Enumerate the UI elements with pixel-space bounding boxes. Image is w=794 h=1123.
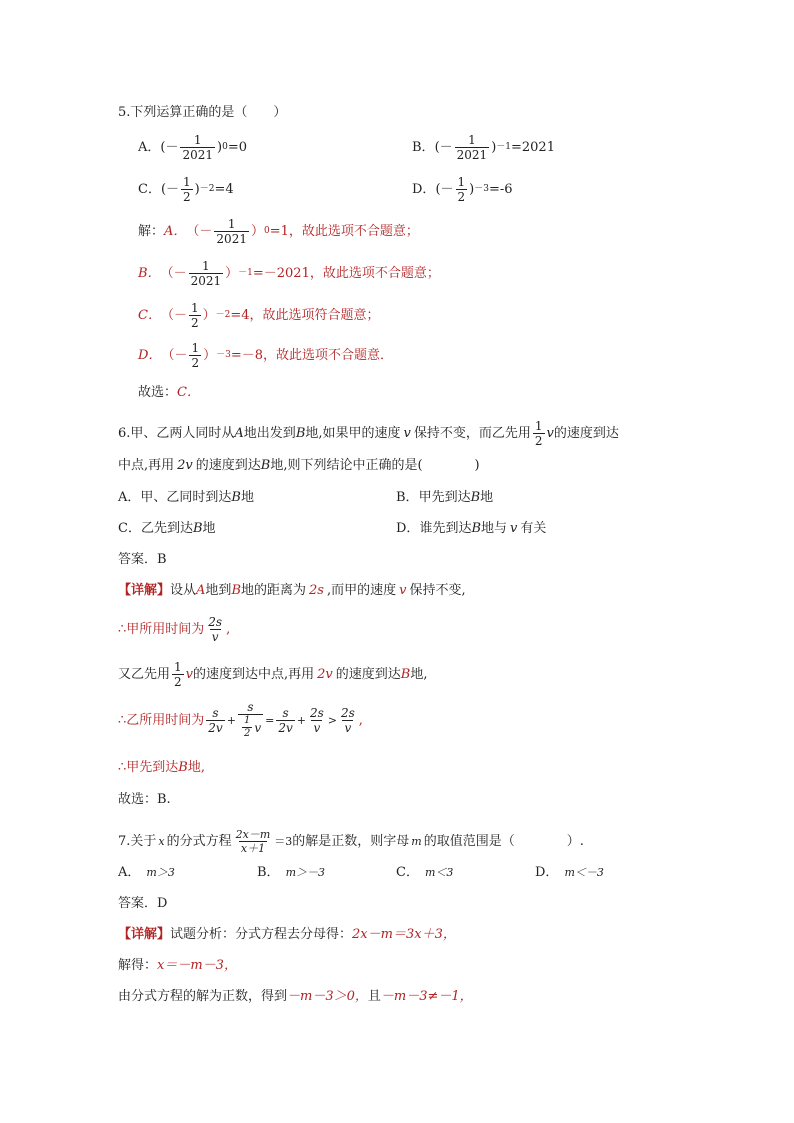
q7-option-a-value: m＞3: [146, 866, 175, 879]
q7-stem-b: 的分式方程: [166, 834, 232, 849]
q5-solution-d-den: 2: [191, 356, 200, 370]
q6-stem-line1: [118, 420, 619, 447]
q5-solution-b-num: 1: [202, 259, 210, 273]
q5-solution-a-close: ）: [250, 224, 264, 239]
q6-yi-time-expression: [204, 701, 358, 739]
q6-stem-half-fraction: [533, 420, 545, 447]
q5-solution-c-num: 1: [190, 301, 199, 315]
q6-yi-nested-num: 1: [243, 715, 251, 726]
q5-option-c-den: 2: [183, 190, 191, 204]
q7-option-d-value: m＜－3: [564, 866, 604, 879]
q5-solution-b-exp: －1: [238, 268, 253, 278]
q6-stem-line2-b: 的速度到达: [195, 458, 261, 473]
q6-stem-half-num: 1: [534, 419, 543, 433]
q5-option-c-open: (－: [160, 182, 180, 197]
q7-last-b: －m－3＞0，: [287, 989, 368, 1004]
q5-solution-a-exp: 0: [263, 226, 270, 236]
q5-option-b-label: B．: [412, 140, 435, 155]
q7-stem-a: 7.关于: [118, 834, 157, 849]
q6-answer: 答案．B: [118, 552, 167, 567]
q6-detail1-d: ,而甲的速度: [326, 583, 397, 598]
q6-stem-half-den: 2: [534, 434, 543, 448]
q6-option-b-label: B．: [396, 490, 419, 505]
q6-yi-frac-5-num: 2s: [340, 705, 355, 720]
q7-stem: [118, 829, 584, 854]
q6-stem-text-a: 6.甲、乙两人同时从: [118, 426, 235, 441]
q7-stem-fraction-den: x＋1: [240, 842, 266, 855]
q5-solution-c: [138, 302, 380, 329]
q5-solution-a-rest: =1，故此选项不合题意；: [269, 224, 419, 239]
q7-option-c-value: m＜3: [424, 866, 454, 879]
q6-choose: 故选：B.: [118, 792, 171, 807]
q6-jia-time-den: v: [211, 630, 219, 644]
q6-stem-point-b2: B: [260, 458, 271, 473]
q6-you-a: 又乙先用: [118, 667, 171, 682]
q5-option-b-den: 2021: [456, 148, 488, 162]
q5-option-c-fraction: [181, 176, 193, 203]
q5-choose: [138, 386, 200, 399]
q5-option-c-exp: －2: [199, 184, 215, 194]
q6-yi-frac-1: [206, 707, 224, 734]
q6-option-a-text: 甲、乙同时到达: [140, 490, 232, 505]
q7-stem-d: 的解是正数，则字母: [292, 834, 410, 849]
q6-yi-frac-2-den: [238, 714, 263, 739]
q6-yi-nested-den: 2: [243, 728, 251, 739]
q6-option-d-v: v: [510, 521, 518, 536]
q5-option-a-open: (－: [160, 140, 179, 155]
q7-stem-fraction: [234, 829, 273, 854]
q6-option-a-end: 地: [240, 490, 254, 505]
q7-option-a: [118, 866, 175, 879]
q5-solution-d-close: ）: [203, 348, 217, 363]
q7-option-a-label: A．: [118, 865, 141, 880]
q7-option-d-label: D．: [535, 865, 559, 880]
q6-option-d-end: 有关: [520, 521, 547, 536]
q7-stem-c: ＝3: [274, 835, 293, 848]
q6-stem-text-b: 地出发到: [243, 426, 296, 441]
q5-option-d-den: 2: [457, 190, 466, 204]
q5-solution-c-den: 2: [190, 316, 199, 330]
q6-detail1-b: 地到: [205, 583, 232, 598]
q6-stem-text-e: 的速度到达: [553, 426, 619, 441]
q5-option-c: [138, 176, 234, 203]
q6-option-a: [118, 491, 254, 504]
q5-option-b-exp: －1: [496, 142, 511, 152]
q6-option-c-text: 乙先到达: [140, 521, 193, 536]
q6-stem-v: v: [403, 426, 411, 441]
q6-detail1-e: 保持不变,: [409, 583, 466, 598]
q5-option-a-fraction: [180, 134, 215, 161]
q5-solution-c-close: ）: [202, 308, 216, 323]
q6-stem-v2: v: [546, 426, 554, 441]
q5-option-d-num: 1: [457, 175, 466, 189]
q5-option-c-close: ): [194, 182, 200, 197]
q7-stem-x: x: [158, 835, 165, 848]
q5-option-a-label: A．: [138, 140, 161, 155]
q7-last: [118, 990, 473, 1003]
q5-solution-d-fraction: [189, 342, 201, 369]
q5-solution-a-tag: A．: [164, 224, 187, 239]
q5-option-c-num: 1: [183, 175, 191, 189]
q6-stem-line2-c: 地,则下列结论中正确的是( ): [270, 458, 480, 473]
q6-stem-text-c: 地,如果甲的速度: [305, 426, 401, 441]
q5-option-a-rhs: =0: [227, 140, 247, 155]
q6-you-c: 的速度到达: [335, 667, 401, 682]
q6-option-a-label: A．: [118, 490, 141, 505]
q7-option-c-label: C．: [396, 865, 419, 880]
q6-jia-time-num: 2s: [208, 615, 223, 629]
q6-you-b: 的速度到达中点,再用: [193, 667, 315, 682]
q6-option-c-end: 地: [202, 521, 216, 536]
q5-option-d-close: ): [469, 182, 475, 197]
q5-option-d: [412, 176, 513, 203]
q6-yi-frac-4-den: v: [313, 720, 321, 735]
q7-last-c: 且: [367, 989, 381, 1004]
q6-detail-you: [118, 661, 428, 688]
q6-yi-plus-1: +: [226, 713, 236, 727]
q6-option-d-mid: 地与: [481, 521, 508, 536]
q6-you-point-b: B: [400, 667, 411, 682]
q6-yi-gt: >: [327, 713, 337, 727]
q6-yi-frac-4-num: 2s: [309, 705, 324, 720]
q5-solution-a: [138, 218, 419, 245]
q5-option-d-open: (－: [435, 182, 454, 197]
q7-option-c: [396, 866, 453, 879]
q6-stem-point-a: A: [234, 426, 244, 441]
q7-solve-eq: x＝－m－3，: [157, 958, 237, 973]
q6-detail1-2s: 2s: [309, 583, 324, 598]
q5-solution-a-den: 2021: [216, 232, 247, 246]
q5-option-a-num: 1: [193, 133, 202, 147]
q6-yi-frac-1-num: s: [212, 705, 219, 720]
q6-option-d-point: B: [471, 521, 482, 536]
q6-detail-jia-time: [118, 616, 230, 643]
q6-option-b-text: 甲先到达: [418, 490, 471, 505]
q6-option-d-text: 谁先到达: [419, 521, 472, 536]
q5-solution-d-tag: D．: [138, 348, 162, 363]
q6-you-half-den: 2: [174, 675, 182, 689]
q7-stem-e: 的取值范围是（ ）.: [423, 834, 584, 849]
q6-you-v: v: [185, 667, 194, 682]
q5-option-a-exp: 0: [222, 142, 228, 152]
q6-stem-line2-a: 中点,再用: [118, 458, 175, 473]
q6-jia-first-a: 甲先到达: [126, 760, 179, 775]
q7-option-d: [535, 866, 604, 879]
q6-therefore-2: ∴: [118, 712, 127, 728]
q7-detail1-text: 试题分析：分式方程去分母得：: [170, 927, 353, 942]
q6-option-d: [396, 522, 546, 535]
q6-option-d-label: D．: [396, 521, 420, 536]
q5-solution-d: [138, 342, 393, 369]
q6-jia-time-comma: ,: [226, 622, 231, 637]
q6-yi-plus-2: +: [296, 713, 306, 727]
q5-solution-b: [138, 260, 440, 287]
q5-solution-d-num: 1: [191, 341, 200, 355]
q7-option-b: [257, 866, 325, 879]
q7-detail-tag: 【详解】: [118, 927, 171, 942]
q6-jia-time-fraction: [206, 616, 224, 643]
q5-option-b-close: ): [491, 140, 497, 155]
q6-stem-2v: 2v: [177, 458, 193, 473]
q7-answer: 答案．D: [118, 896, 168, 911]
q7-solve: [118, 959, 237, 972]
q5-solution-a-fraction: [214, 218, 249, 245]
q5-option-c-rhs: =4: [214, 182, 234, 197]
q6-detail1-point-b: B: [231, 583, 241, 598]
q6-yi-nested-v: v: [254, 720, 262, 735]
q6-yi-comma: ,: [358, 712, 363, 728]
q5-option-b-fraction: [455, 134, 490, 161]
q6-option-a-point: B: [231, 490, 241, 505]
q6-stem-point-b: B: [295, 426, 306, 441]
q6-jia-first-point: B: [178, 760, 188, 775]
q5-option-c-label: C．: [138, 182, 161, 197]
q6-option-c-point: B: [192, 521, 203, 536]
q5-solution-d-rest: =－8，故此选项不合题意．: [230, 348, 394, 363]
q6-yi-frac-3-num: s: [282, 705, 289, 720]
q5-solution-b-tag: B．: [138, 266, 161, 281]
q6-you-d: 地,: [410, 667, 428, 682]
q5-choose-prefix: 故选：: [138, 385, 178, 400]
q5-choose-answer: C．: [177, 385, 200, 400]
q6-you-half-fraction: [172, 661, 184, 688]
q7-solve-label: 解得：: [118, 958, 158, 973]
q5-option-a-close: ): [217, 140, 223, 155]
q7-last-a: 由分式方程的解为正数，得到: [118, 989, 288, 1004]
q6-jia-first: [118, 761, 205, 774]
q5-option-b: [412, 134, 555, 161]
q5-option-d-label: D．: [412, 182, 436, 197]
q6-detail1-a: 设从: [170, 583, 197, 598]
q5-option-a: [138, 134, 247, 161]
q7-last-d: －m－3≠－1，: [380, 989, 473, 1004]
q5-solution-c-tag: C．: [138, 308, 161, 323]
q6-option-b-end: 地: [480, 490, 494, 505]
q6-detail1-v: v: [399, 583, 407, 598]
q6-jia-first-b: 地,: [187, 760, 205, 775]
q5-option-b-open: (－: [434, 140, 453, 155]
q5-solution-b-fraction: [189, 260, 224, 287]
q6-yi-frac-2-num: s: [247, 700, 254, 714]
q6-option-b-point: B: [470, 490, 481, 505]
q5-solution-prefix: 解：: [138, 224, 165, 239]
q5-solution-b-open: （－: [160, 266, 187, 281]
q5-solution-b-den: 2021: [190, 274, 222, 288]
q5-solution-c-rest: =4，故此选项符合题意；: [230, 308, 380, 323]
q5-solution-a-open: （－: [186, 224, 213, 239]
q5-solution-c-open: （－: [160, 308, 187, 323]
q6-therefore-3: ∴: [118, 760, 127, 775]
q6-jia-time-label: 甲所用时间为: [126, 622, 205, 637]
q6-detail1-point-a: A: [196, 583, 206, 598]
q6-yi-eq: =: [265, 713, 275, 727]
q6-yi-frac-2: [238, 701, 263, 739]
q5-solution-b-close: ）: [225, 266, 239, 281]
q6-you-half-num: 1: [174, 660, 182, 674]
q6-detail-yi-time: [118, 701, 363, 739]
q5-option-b-rhs: =2021: [511, 140, 555, 155]
q6-detail-line1: [118, 584, 466, 597]
q7-option-b-label: B．: [257, 865, 280, 880]
q5-option-d-exp: －3: [474, 184, 489, 194]
q5-solution-d-exp: －3: [216, 350, 231, 360]
q5-option-b-num: 1: [468, 133, 476, 147]
q5-solution-d-open: （－: [161, 348, 188, 363]
q5-solution-b-rest: =－2021，故此选项不合题意；: [252, 266, 440, 281]
q5-solution-c-exp: －2: [215, 310, 231, 320]
q6-yi-frac-5-den: v: [344, 720, 352, 735]
q6-stem-line2: [118, 459, 480, 472]
q6-option-b: [396, 491, 493, 504]
q5-solution-c-fraction: [189, 302, 201, 329]
q5-option-d-rhs: =-6: [488, 182, 513, 197]
q6-yi-frac-3: [276, 707, 294, 734]
q6-yi-time-label: 乙所用时间为: [126, 712, 205, 728]
q6-option-c: [118, 522, 216, 535]
q5-stem: 5.下列运算正确的是（ ）: [118, 105, 287, 120]
q6-detail-tag: 【详解】: [118, 583, 171, 598]
q5-option-a-den: 2021: [182, 148, 214, 162]
q5-option-d-fraction: [456, 176, 468, 203]
q6-detail1-c: 地的距离为: [241, 583, 307, 598]
q6-yi-frac-1-den: 2v: [208, 720, 223, 735]
q6-stem-text-d: 保持不变，而乙先用: [413, 426, 531, 441]
q7-stem-m: m: [411, 835, 422, 848]
q6-yi-nested-half: [242, 716, 252, 739]
q7-stem-fraction-num: 2x－m: [235, 828, 271, 841]
q6-yi-frac-4: [308, 707, 326, 734]
q6-you-2v: 2v: [317, 667, 333, 682]
q5-solution-a-num: 1: [227, 217, 236, 231]
q6-yi-frac-5: [339, 707, 357, 734]
q6-therefore-1: ∴: [118, 622, 127, 637]
q7-detail1-eq: 2x－m＝3x＋3，: [352, 927, 456, 942]
q7-detail-line1: [118, 928, 456, 941]
q7-option-b-value: m＞－3: [285, 866, 325, 879]
q6-option-c-label: C．: [118, 521, 141, 536]
q6-yi-frac-3-den: 2v: [278, 720, 293, 735]
